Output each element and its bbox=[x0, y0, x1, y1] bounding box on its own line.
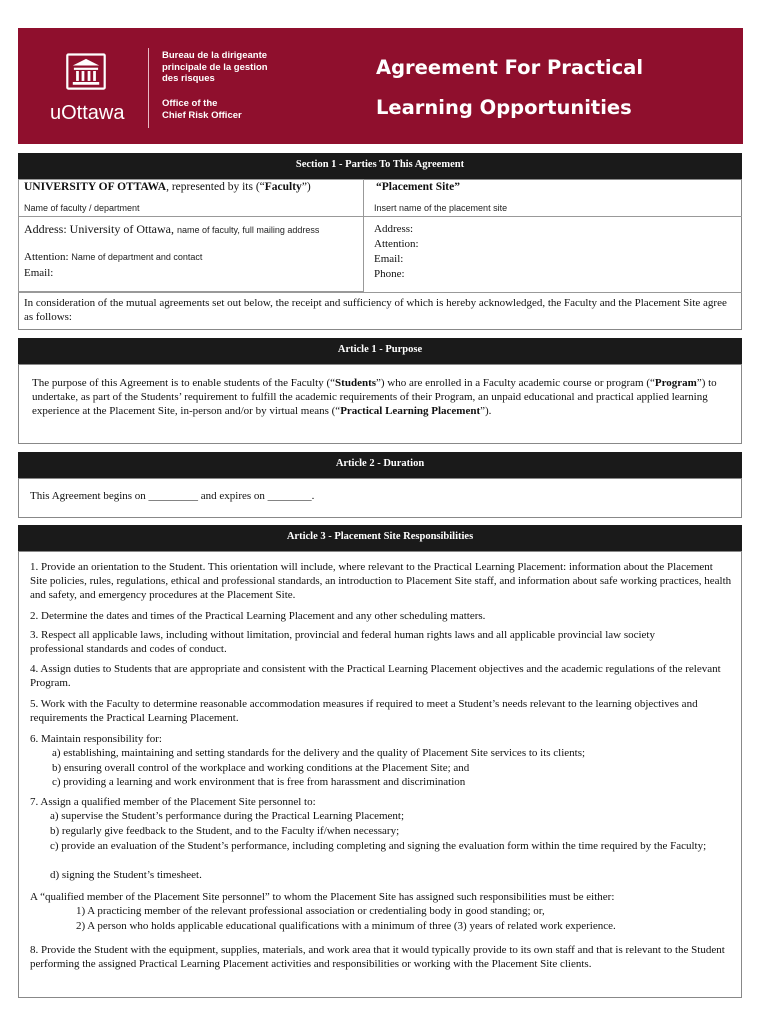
document-title-line2: Learning Opportunities bbox=[376, 96, 632, 119]
document-title-line1: Agreement For Practical bbox=[376, 56, 644, 79]
article3-item5: 5. Work with the Faculty to determine reasonable accommodation measures if required to meet a Student’s needs relevant to the learning objectives and requirements the Practical Learning Placement. bbox=[30, 698, 698, 725]
placement-site-party-name: “Placement Site” bbox=[376, 181, 460, 193]
article3-item1: 1. Provide an orientation to the Student. This orientation will include, where relevant to the Practical Learning Placement: information about the Placement Site policies, rules, regulations, ethical and professional standards, an introduction to Placement Site staff, and information about safe working practices, health and safety, and emergency procedures at the Placement Site. bbox=[30, 561, 732, 602]
uottawa-wordmark: uOttawa bbox=[50, 102, 125, 124]
parties-bottom-divider bbox=[18, 292, 742, 293]
article3-item6c: c) providing a learning and work environment that is free from harassment and discrimination bbox=[52, 776, 466, 788]
section1-heading: Section 1 - Parties To This Agreement bbox=[18, 153, 742, 179]
university-crest-icon bbox=[64, 46, 108, 96]
article3-heading: Article 3 - Placement Site Responsibilities bbox=[18, 525, 742, 551]
placement-site-attention[interactable]: Attention: bbox=[374, 238, 419, 250]
office-name-english: Office of the Chief Risk Officer bbox=[162, 98, 242, 121]
article3-item3: 3. Respect all applicable laws, including without limitation, provincial and federal human rights laws and all applicable provincial law society professional standards and codes of conduct. bbox=[30, 629, 655, 656]
article3-item6a: a) establishing, maintaining and setting standards for the delivery and the quality of Placement Site services to its clients; bbox=[52, 747, 586, 759]
qualified-option1: 1) A practicing member of the relevant professional association or credentialing body in good standing; or, bbox=[76, 905, 545, 917]
article3-item7b: b) regularly give feedback to the Student, and to the Faculty if/when necessary; bbox=[50, 825, 400, 837]
article1-heading: Article 1 - Purpose bbox=[18, 338, 742, 364]
faculty-name-hint[interactable]: Name of faculty / department bbox=[24, 203, 140, 213]
article3-item4: 4. Assign duties to Students that are appropriate and consistent with the Practical Learning Placement objectives and the academic regulations of the relevant Program. bbox=[30, 663, 721, 690]
article3-item7a: a) supervise the Student’s performance during the Practical Learning Placement; bbox=[50, 810, 405, 822]
article2-heading: Article 2 - Duration bbox=[18, 452, 742, 478]
article3-item6b: b) ensuring overall control of the workplace and working conditions at the Placement Site; and bbox=[52, 762, 470, 774]
header-divider bbox=[148, 48, 149, 128]
consideration-text: In consideration of the mutual agreements set out below, the receipt and sufficiency of which is hereby acknowledged, the Faculty and the Placement Site agree as follows: bbox=[24, 297, 727, 324]
placement-site-name-hint[interactable]: Insert name of the placement site bbox=[374, 203, 508, 213]
qualified-member-definition: A “qualified member of the Placement Site personnel” to whom the Placement Site has assigned such responsibilities must be either: bbox=[30, 891, 615, 903]
faculty-attention-line[interactable]: Attention: Name of department and contact bbox=[24, 251, 203, 263]
article3-item7c: c) provide an evaluation of the Student’s performance, including completing and signing the evaluation form within the time required by the Faculty; bbox=[50, 840, 707, 852]
placement-site-email[interactable]: Email: bbox=[374, 253, 404, 265]
faculty-party-name: UNIVERSITY OF OTTAWA, represented by its (“Faculty”) bbox=[24, 181, 311, 193]
article2-duration-text[interactable]: This Agreement begins on _________ and expires on ________. bbox=[30, 490, 315, 502]
article3-item2: 2. Determine the dates and times of the Practical Learning Placement and any other scheduling matters. bbox=[30, 610, 486, 622]
faculty-email-line[interactable]: Email: bbox=[24, 267, 54, 279]
placement-site-address[interactable]: Address: bbox=[374, 223, 414, 235]
qualified-option2: 2) A person who holds applicable educational qualifications with a minimum of three (3) years of related work experience. bbox=[76, 920, 616, 932]
article3-item6: 6. Maintain responsibility for: bbox=[30, 733, 162, 745]
article3-item7: 7. Assign a qualified member of the Placement Site personnel to: bbox=[30, 796, 316, 808]
article3-item7d: d) signing the Student’s timesheet. bbox=[50, 869, 202, 881]
office-name-french: Bureau de la dirigeante principale de la gestion des risques bbox=[162, 50, 268, 84]
parties-row-divider bbox=[18, 216, 742, 217]
placement-site-phone[interactable]: Phone: bbox=[374, 268, 405, 280]
article1-purpose-text: The purpose of this Agreement is to enable students of the Faculty (“Students”) who are enrolled in a Faculty academic course or program (“Program”) to undertake, as part of the Students’ requirement to fulfill the academic requirements of their Program, an unpaid educational and practical applied learning experience at the Placement Site, in-person and/or by virtual means (“Practical Learning Placement”). bbox=[32, 377, 717, 418]
header-banner bbox=[18, 28, 743, 144]
faculty-address-line[interactable]: Address: University of Ottawa, name of faculty, full mailing address bbox=[24, 222, 320, 236]
article3-item8: 8. Provide the Student with the equipment, supplies, materials, and work area that it would typically provide to its own staff and that is relevant to the Student performing the assigned Practical Learning Placement activities and responsibilities or working with the Placement Site clients. bbox=[30, 944, 725, 971]
